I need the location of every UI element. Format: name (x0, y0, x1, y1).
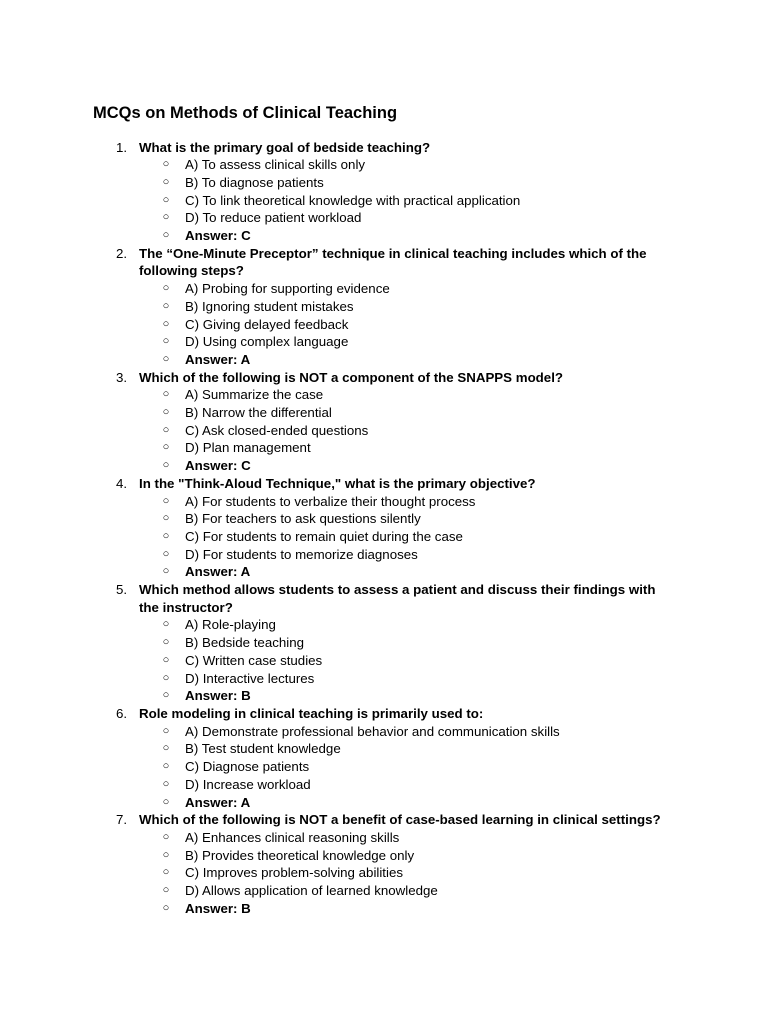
hollow-circle-bullet-icon: ○ (162, 158, 170, 171)
hollow-circle-bullet-icon: ○ (162, 689, 170, 702)
question-number: 4. (116, 475, 128, 491)
page-title: MCQs on Methods of Clinical Teaching (93, 104, 398, 122)
hollow-circle-bullet-icon: ○ (162, 760, 170, 773)
hollow-circle-bullet-icon: ○ (162, 459, 170, 472)
option-list (0, 386, 768, 475)
hollow-circle-bullet-icon: ○ (162, 494, 170, 507)
option-list (0, 723, 768, 812)
answer-text: Answer: A (185, 564, 251, 580)
hollow-circle-bullet-icon: ○ (162, 423, 170, 436)
option-item (0, 670, 768, 688)
hollow-circle-bullet-icon: ○ (162, 724, 170, 737)
hollow-circle-bullet-icon: ○ (162, 671, 170, 684)
option-item (0, 404, 768, 422)
option-item (0, 882, 768, 900)
hollow-circle-bullet-icon: ○ (162, 742, 170, 755)
option-item (0, 652, 768, 670)
option-text: A) Role-playing (185, 617, 276, 633)
hollow-circle-bullet-icon: ○ (162, 406, 170, 419)
option-text: D) To reduce patient workload (185, 210, 362, 226)
hollow-circle-bullet-icon: ○ (162, 352, 170, 365)
hollow-circle-bullet-icon: ○ (162, 848, 170, 861)
option-text: D) Plan management (185, 440, 311, 456)
question-text: Role modeling in clinical teaching is primarily used to: (139, 706, 484, 721)
answer-text: Answer: A (185, 794, 251, 810)
question-number: 7. (116, 812, 128, 828)
option-text: C) For students to remain quiet during the case (185, 528, 463, 544)
hollow-circle-bullet-icon: ○ (162, 193, 170, 206)
option-item (0, 386, 768, 404)
answer-item (0, 351, 768, 369)
option-item (0, 546, 768, 564)
question-text: Which of the following is NOT a benefit of case-based learning in clinical settings? (139, 812, 661, 828)
hollow-circle-bullet-icon: ○ (162, 901, 170, 914)
question-text: Which method allows students to assess a patient and discuss their findings with the instructor? (139, 582, 656, 615)
option-item (0, 528, 768, 546)
option-text: D) Interactive lectures (185, 670, 315, 686)
hollow-circle-bullet-icon: ○ (162, 299, 170, 312)
option-list (0, 616, 768, 705)
option-list (0, 280, 768, 369)
question-item (0, 811, 768, 917)
option-text: B) Bedside teaching (185, 635, 305, 651)
hollow-circle-bullet-icon: ○ (162, 565, 170, 578)
question-item (0, 369, 768, 475)
option-text: A) Enhances clinical reasoning skills (185, 829, 400, 845)
option-item (0, 422, 768, 440)
option-list (0, 829, 768, 918)
option-item (0, 616, 768, 634)
question-text: The “One-Minute Preceptor” technique in clinical teaching includes which of the following steps? (139, 245, 647, 279)
option-item (0, 174, 768, 192)
question-item (0, 475, 768, 581)
option-text: D) For students to memorize diagnoses (185, 546, 418, 562)
option-list (0, 156, 768, 245)
question-number: 1. (116, 139, 128, 155)
option-text: B) To diagnose patients (185, 174, 324, 190)
option-item (0, 740, 768, 758)
hollow-circle-bullet-icon: ○ (162, 618, 170, 631)
hollow-circle-bullet-icon: ○ (162, 529, 170, 542)
option-item (0, 493, 768, 511)
option-item (0, 829, 768, 847)
option-text: A) Probing for supporting evidence (185, 281, 390, 297)
question-number: 2. (116, 245, 128, 261)
option-text: A) To assess clinical skills only (185, 157, 366, 173)
option-list (0, 493, 768, 582)
answer-item (0, 794, 768, 812)
option-item (0, 723, 768, 741)
option-item (0, 439, 768, 457)
hollow-circle-bullet-icon: ○ (162, 282, 170, 295)
hollow-circle-bullet-icon: ○ (162, 653, 170, 666)
answer-text: Answer: C (185, 228, 251, 244)
option-item (0, 280, 768, 298)
question-text: What is the primary goal of bedside teaching? (139, 139, 431, 155)
hollow-circle-bullet-icon: ○ (162, 547, 170, 560)
question-list (0, 139, 768, 918)
option-text: D) Increase workload (185, 776, 311, 792)
option-text: C) Written case studies (185, 652, 323, 668)
question-item (0, 139, 768, 245)
hollow-circle-bullet-icon: ○ (162, 795, 170, 808)
question-text: Which of the following is NOT a component of the SNAPPS model? (139, 369, 564, 385)
option-item (0, 847, 768, 865)
question-number: 5. (116, 582, 128, 598)
option-text: B) Provides theoretical knowledge only (185, 847, 415, 863)
hollow-circle-bullet-icon: ○ (162, 388, 170, 401)
hollow-circle-bullet-icon: ○ (162, 175, 170, 188)
option-text: A) Summarize the case (185, 387, 324, 403)
hollow-circle-bullet-icon: ○ (162, 229, 170, 242)
option-text: C) Ask closed-ended questions (185, 422, 369, 438)
option-text: B) Narrow the differential (185, 405, 332, 421)
answer-item (0, 563, 768, 581)
question-text: In the "Think-Aloud Technique," what is the primary objective? (139, 475, 536, 491)
answer-text: Answer: C (185, 458, 251, 474)
hollow-circle-bullet-icon: ○ (162, 866, 170, 879)
question-item (0, 705, 768, 811)
option-text: A) For students to verbalize their thought process (185, 493, 476, 509)
hollow-circle-bullet-icon: ○ (162, 512, 170, 525)
option-text: C) Giving delayed feedback (185, 316, 349, 332)
option-text: B) For teachers to ask questions silently (185, 511, 421, 527)
answer-item (0, 900, 768, 918)
option-item (0, 192, 768, 210)
hollow-circle-bullet-icon: ○ (162, 335, 170, 348)
answer-text: Answer: A (185, 351, 251, 367)
answer-item (0, 227, 768, 245)
hollow-circle-bullet-icon: ○ (162, 211, 170, 224)
hollow-circle-bullet-icon: ○ (162, 884, 170, 897)
answer-item (0, 687, 768, 705)
hollow-circle-bullet-icon: ○ (162, 636, 170, 649)
hollow-circle-bullet-icon: ○ (162, 441, 170, 454)
question-item (0, 581, 768, 705)
hollow-circle-bullet-icon: ○ (162, 777, 170, 790)
option-item (0, 156, 768, 174)
question-number: 3. (116, 369, 128, 385)
option-item (0, 634, 768, 652)
hollow-circle-bullet-icon: ○ (162, 830, 170, 843)
question-item (0, 245, 768, 369)
option-text: D) Using complex language (185, 334, 349, 350)
option-item (0, 510, 768, 528)
option-item (0, 776, 768, 794)
option-item (0, 316, 768, 334)
option-item (0, 298, 768, 316)
hollow-circle-bullet-icon: ○ (162, 317, 170, 330)
answer-text: Answer: B (185, 688, 251, 704)
option-item (0, 864, 768, 882)
option-text: B) Test student knowledge (185, 741, 341, 757)
option-item (0, 758, 768, 776)
option-text: A) Demonstrate professional behavior and communication skills (185, 723, 560, 739)
option-text: B) Ignoring student mistakes (185, 298, 354, 314)
option-item (0, 209, 768, 227)
option-text: C) Improves problem-solving abilities (185, 865, 403, 881)
option-text: D) Allows application of learned knowledge (185, 883, 438, 899)
option-text: C) Diagnose patients (185, 759, 310, 775)
option-item (0, 333, 768, 351)
answer-text: Answer: B (185, 900, 251, 916)
question-number: 6. (116, 706, 128, 721)
option-text: C) To link theoretical knowledge with practical application (185, 192, 521, 208)
answer-item (0, 457, 768, 475)
